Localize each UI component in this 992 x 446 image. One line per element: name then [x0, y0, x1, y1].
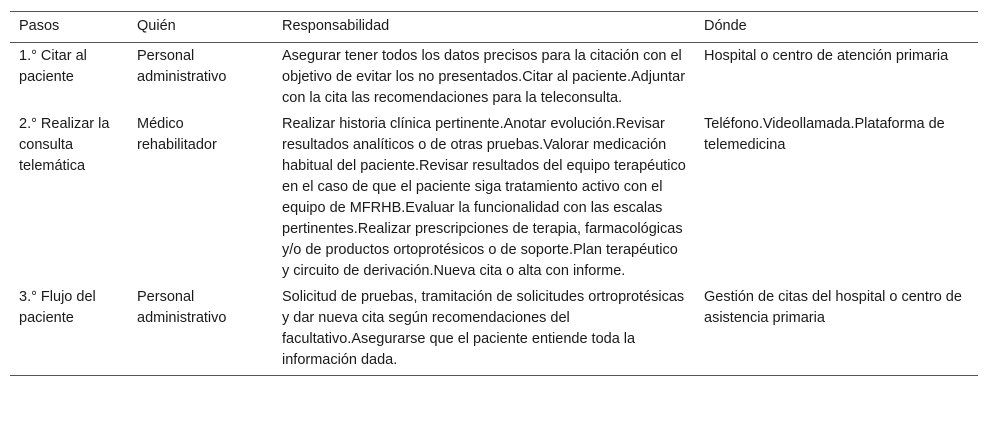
table-row	[10, 111, 978, 284]
cell-responsabilidad: Solicitud de pruebas, tramitación de solicitudes ortroprotésicas y dar nueva cita según recomendaciones del facultativo.Asegurarse que el paciente entiende toda la información dada.	[273, 284, 695, 376]
table-row	[10, 43, 978, 112]
header-pasos: Pasos	[10, 12, 128, 43]
cell-paso: 3.° Flujo del paciente	[10, 284, 128, 376]
cell-responsabilidad: Asegurar tener todos los datos precisos para la citación con el objetivo de evitar los no presentados.Citar al paciente.Adjuntar con la cita las recomendaciones para la teleconsulta.	[282, 48, 686, 106]
cell-donde: Hospital o centro de atención primaria	[704, 48, 949, 64]
table-header	[10, 12, 978, 43]
cell-donde: Teléfono.Videollamada.Plataforma de telemedicina	[704, 116, 945, 153]
responsibility-table	[10, 11, 978, 376]
header-responsabilidad: Responsabilidad	[273, 12, 695, 43]
cell-donde: Gestión de citas del hospital o centro de asistencia primaria	[695, 284, 978, 376]
header-row	[10, 12, 978, 43]
cell-quien: Personal administrativo	[137, 48, 227, 85]
cell-responsabilidad: Realizar historia clínica pertinente.Anotar evolución.Revisar resultados analíticos o de otras pruebas.Valorar medicación habitual del paciente.Revisar resultados del equipo terapéutico en el caso de que el paciente siga tratamiento activo con el equipo de MFRHB.Evaluar la funcionalidad con las escalas pertinentes.Realizar prescripciones de terapia, farmacológicas y/o de productos ortoprotésicos o de soporte.Plan terapéutico y circuito de derivación.Nueva cita o alta con informe.	[282, 116, 686, 279]
table-row	[10, 284, 978, 376]
header-donde: Dónde	[695, 12, 978, 43]
cell-paso: 2.° Realizar la consulta telemática	[19, 116, 110, 174]
cell-quien: Médico rehabilitador	[137, 116, 217, 153]
table-container	[10, 11, 978, 376]
cell-paso: 1.° Citar al paciente	[19, 48, 87, 85]
cell-quien: Personal administrativo	[128, 284, 273, 376]
header-quien: Quién	[128, 12, 273, 43]
table-body	[10, 43, 978, 376]
